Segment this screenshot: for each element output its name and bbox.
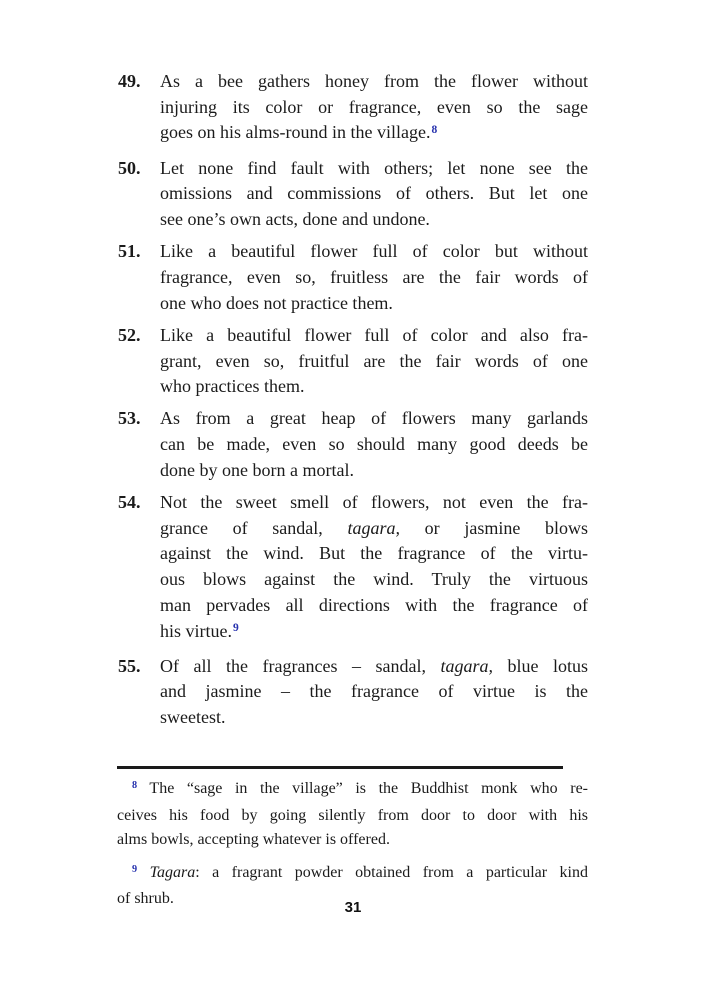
footnote-8 [117,777,588,853]
text-line [117,777,588,804]
text-segment: and jasmine – the fragrance of virtue is the [160,681,588,702]
text-line [160,490,588,516]
page-number: 31 [344,899,362,916]
text-line [160,458,588,484]
text-line [160,432,588,458]
text-line [160,374,588,400]
verse-number: 54. [118,492,141,513]
verse-number: 55. [118,655,141,676]
text-line [160,349,588,375]
verse-text [160,69,588,149]
text-line [160,156,588,182]
verse-55 [118,654,588,731]
footnote-marker-9: 9 [233,622,239,635]
text-segment: against the wind. But the fragrance of the virtu- [160,543,588,564]
text-segment: omissions and commissions of others. But let one [160,183,588,204]
text-segment: sweetest. [160,707,226,728]
text-line [160,406,588,432]
text-segment: man pervades all directions with the fragrance of [160,594,588,615]
text-segment: grant, even so, fruitful are the fair words of one [160,350,588,371]
italic-term: tagara, [347,517,400,538]
footnote-marker-8: 8 [431,123,438,136]
verse-54 [118,490,588,647]
text-segment: As a bee gathers honey from the flower without [160,71,588,91]
text-line [160,120,588,149]
text-line [160,207,588,233]
verse-text [160,406,588,483]
text-line [160,541,588,567]
text-segment: who practices them. [160,376,305,397]
text-segment: his virtue. [160,620,232,641]
text-line [160,95,588,121]
text-segment: The “sage in the village” is the Buddhist monk who re- [137,780,588,797]
text-segment: done by one born a mortal. [160,459,354,480]
text-line [160,239,588,265]
text-segment: ous blows against the wind. Truly the virtuous [160,569,588,590]
text-segment: alms bowls, accepting whatever is offered. [117,831,390,849]
verse-text [160,323,588,400]
text-line [160,323,588,349]
text-segment: ceives his food by going silently from door to door with his [117,806,588,824]
italic-term: Tagara [149,863,196,881]
verse-text [160,239,588,316]
text-line [117,804,588,829]
text-segment: Like a beautiful flower full of color and also fra- [160,324,588,345]
text-segment: goes on his alms-round in the village. [160,122,431,143]
text-segment: Not the sweet smell of flowers, not even the fra- [160,492,588,513]
verse-53 [118,406,588,483]
verse-52 [118,323,588,400]
text-line [160,69,588,95]
text-line [160,654,588,680]
text-segment: see one’s own acts, done and undone. [160,209,430,230]
verse-number: 51. [118,241,141,262]
text-segment: or jasmine blows [399,517,588,538]
text-segment: fragrance, even so, fruitless are the fair words of [160,266,588,287]
text-segment: of shrub. [117,890,174,908]
italic-term: tagara, [440,655,493,676]
text-line [160,291,588,317]
text-segment: one who does not practice them. [160,292,393,313]
verse-number: 49. [118,71,141,91]
text-segment: Like a beautiful flower full of color but without [160,241,588,262]
verse-text [160,654,588,731]
verse-number: 52. [118,324,141,345]
verse-49 [118,69,588,149]
text-segment: : a fragrant powder obtained from a particular kind [195,863,589,881]
text-segment: can be made, even so should many good deeds be [160,434,588,455]
text-segment: As from a great heap of flowers many garlands [160,408,588,429]
footnote-marker-9: 9 [132,863,138,875]
text-segment: Of all the fragrances – sandal, [160,655,441,676]
text-line [117,828,588,853]
text-line [160,679,588,705]
verse-text [160,156,588,233]
footnote-separator-rule [117,766,563,769]
text-line [160,593,588,619]
verse-51 [118,239,588,316]
text-line [160,181,588,207]
verse-number: 53. [118,408,141,429]
footnote-marker-8: 8 [132,780,138,792]
text-segment: Let none find fault with others; let none see the [160,157,588,178]
verse-number: 50. [118,157,141,178]
text-segment [137,864,149,881]
text-line [117,861,588,888]
verse-text [160,490,588,647]
text-line [160,265,588,291]
text-segment: blue lotus [492,655,589,676]
text-segment: grance of sandal, [160,517,348,538]
text-line [160,516,588,542]
text-line [160,619,588,648]
verse-list [118,69,588,737]
text-line [160,705,588,731]
verse-50 [118,156,588,233]
text-line [160,567,588,593]
text-segment: injuring its color or fragrance, even so the sage [160,96,588,117]
